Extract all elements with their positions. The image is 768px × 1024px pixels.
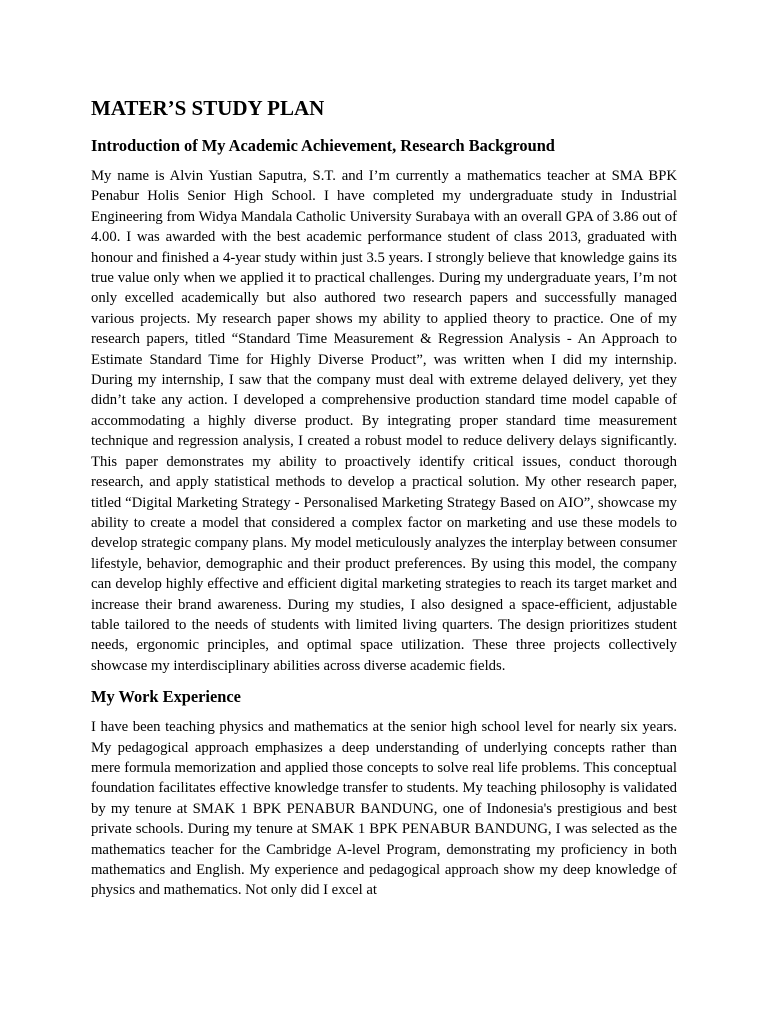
section-heading-work-experience: My Work Experience bbox=[91, 687, 241, 707]
section-body-work-experience: I have been teaching physics and mathematics at the senior high school level for nearly six years. My pedagogical approach emphasizes a deep understanding of underlying concepts rather than mere formula memorization and applied those concepts to solve real life problems. This conceptual foundation facilitates effective knowledge transfer to students. My teaching philosophy is validated by my tenure at SMAK 1 BPK PENABUR BANDUNG, one of Indonesia's prestigious and best private schools. During my tenure at SMAK 1 BPK PENABUR BANDUNG, I was selected as the mathematics teacher for the Cambridge A-level Program, demonstrating my proficiency in both mathematics and English. My experience and pedagogical approach show my deep knowledge of physics and mathematics. Not only did I excel at bbox=[91, 719, 677, 899]
document-title: MATER’S STUDY PLAN bbox=[91, 96, 325, 120]
section-heading-introduction: Introduction of My Academic Achievement, Research Background bbox=[91, 136, 555, 155]
document-content bbox=[91, 94, 677, 911]
section-body-introduction: My name is Alvin Yustian Saputra, S.T. and I’m currently a mathematics teacher at SMA BPK Penabur Holis Senior High School. I have completed my undergraduate study in Industrial Engineering from Widya Mandala Catholic University Surabaya with an overall GPA of 3.86 out of 4.00. I was awarded with the best academic performance student of class 2013, graduated with honour and finished a 4-year study within just 3.5 years. I strongly believe that knowledge gains its true value only when we applied it to practical challenges. During my undergraduate years, I’m not only excelled academically but also authored two research papers and successfully managed various projects. My research paper shows my ability to applied theory to practice. One of my research papers, titled “Standard Time Measurement & Regression Analysis - An Approach to Estimate Standard Time for Highly Diverse Product”, was written when I did my internship. During my internship, I saw that the company must deal with extreme delayed delivery, yet they didn’t take any action. I developed a comprehensive production standard time model capable of accommodating a highly diverse product. By integrating proper standard time measurement technique and regression analysis, I created a robust model to reduce delivery delays significantly. This paper demonstrates my ability to proactively identify critical issues, conduct thorough research, and apply statistical methods to develop a practical solution. My other research paper, titled “Digital Marketing Strategy - Personalised Marketing Strategy Based on AIO”, showcase my ability to create a model that considered a complex factor on marketing and use these models to develop strategic company plans. My model meticulously analyzes the interplay between consumer lifestyle, behavior, demographic and their product preferences. By using this model, the company can develop highly effective and efficient digital marketing strategies to reach its target market and increase their brand awareness. During my studies, I also designed a space-efficient, adjustable table tailored to the needs of students with limited living quarters. The design prioritizes student needs, ergonomic principles, and optimal space utilization. These three projects collectively showcase my interdisciplinary abilities across diverse academic fields. bbox=[91, 168, 677, 674]
